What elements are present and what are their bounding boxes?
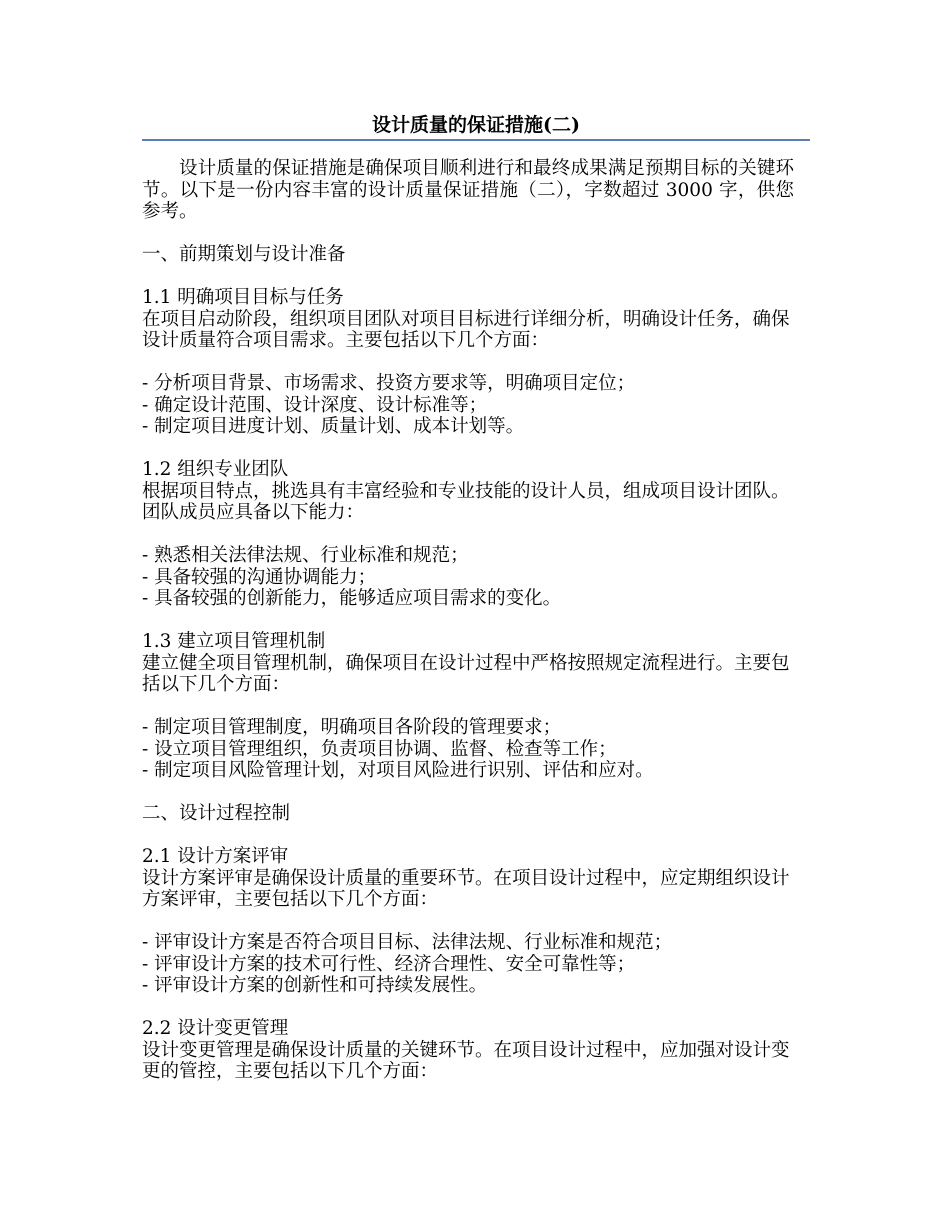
list-item: - 制定项目管理制度，明确项目各阶段的管理要求；	[142, 717, 562, 738]
subsection-heading-1-3: 1.3 建立项目管理机制	[142, 631, 326, 652]
list-item: - 具备较强的创新能力，能够适应项目需求的变化。	[142, 588, 562, 609]
subsection-heading-1-1: 1.1 明确项目目标与任务	[142, 287, 344, 308]
intro-paragraph: 设计质量的保证措施是确保项目顺利进行和最终成果满足预期目标的关键环节。以下是一份内容丰富的设计质量保证措施（二），字数超过 3000 字，供您参考。	[142, 158, 794, 222]
section-heading-2: 二、设计过程控制	[142, 803, 291, 824]
document-title: 设计质量的保证措施(二)	[372, 114, 580, 136]
list-item: - 评审设计方案的创新性和可持续发展性。	[142, 975, 488, 996]
list-item: - 制定项目进度计划、质量计划、成本计划等。	[142, 416, 525, 437]
subsection-text-1-2: 根据项目特点，挑选具有丰富经验和专业技能的设计人员，组成项目设计团队。团队成员应具备以下能力：	[142, 480, 790, 523]
document-body	[142, 158, 794, 1083]
list-item: - 分析项目背景、市场需求、投资方要求等，明确项目定位；	[142, 373, 636, 394]
list-item: - 具备较强的沟通协调能力；	[142, 566, 377, 588]
subsection-heading-1-2: 1.2 组织专业团队	[142, 459, 289, 480]
list-item: - 评审设计方案是否符合项目目标、法律法规、行业标准和规范；	[142, 932, 673, 953]
list-item: - 设立项目管理组织，负责项目协调、监督、检查等工作；	[142, 738, 617, 760]
list-item: - 确定设计范围、设计深度、设计标准等；	[142, 394, 488, 416]
list-item: - 评审设计方案的技术可行性、经济合理性、安全可靠性等；	[142, 953, 636, 975]
section-heading-1: 一、前期策划与设计准备	[142, 244, 346, 265]
subsection-heading-2-2: 2.2 设计变更管理	[142, 1018, 289, 1039]
subsection-text-1-1: 在项目启动阶段，组织项目团队对项目目标进行详细分析，明确设计任务，确保设计质量符合项目需求。主要包括以下几个方面：	[142, 308, 790, 351]
list-item: - 制定项目风险管理计划，对项目风险进行识别、评估和应对。	[142, 760, 654, 781]
subsection-text-2-1: 设计方案评审是确保设计质量的重要环节。在项目设计过程中，应定期组织设计方案评审，主要包括以下几个方面：	[142, 867, 790, 910]
list-item: - 熟悉相关法律法规、行业标准和规范；	[142, 545, 469, 566]
subsection-text-2-2: 设计变更管理是确保设计质量的关键环节。在项目设计过程中，应加强对设计变更的管控，主要包括以下几个方面：	[142, 1039, 790, 1082]
subsection-heading-2-1: 2.1 设计方案评审	[142, 846, 289, 867]
title-underline	[142, 139, 810, 141]
subsection-text-1-3: 建立健全项目管理机制，确保项目在设计过程中严格按照规定流程进行。主要包括以下几个方面：	[142, 652, 790, 695]
